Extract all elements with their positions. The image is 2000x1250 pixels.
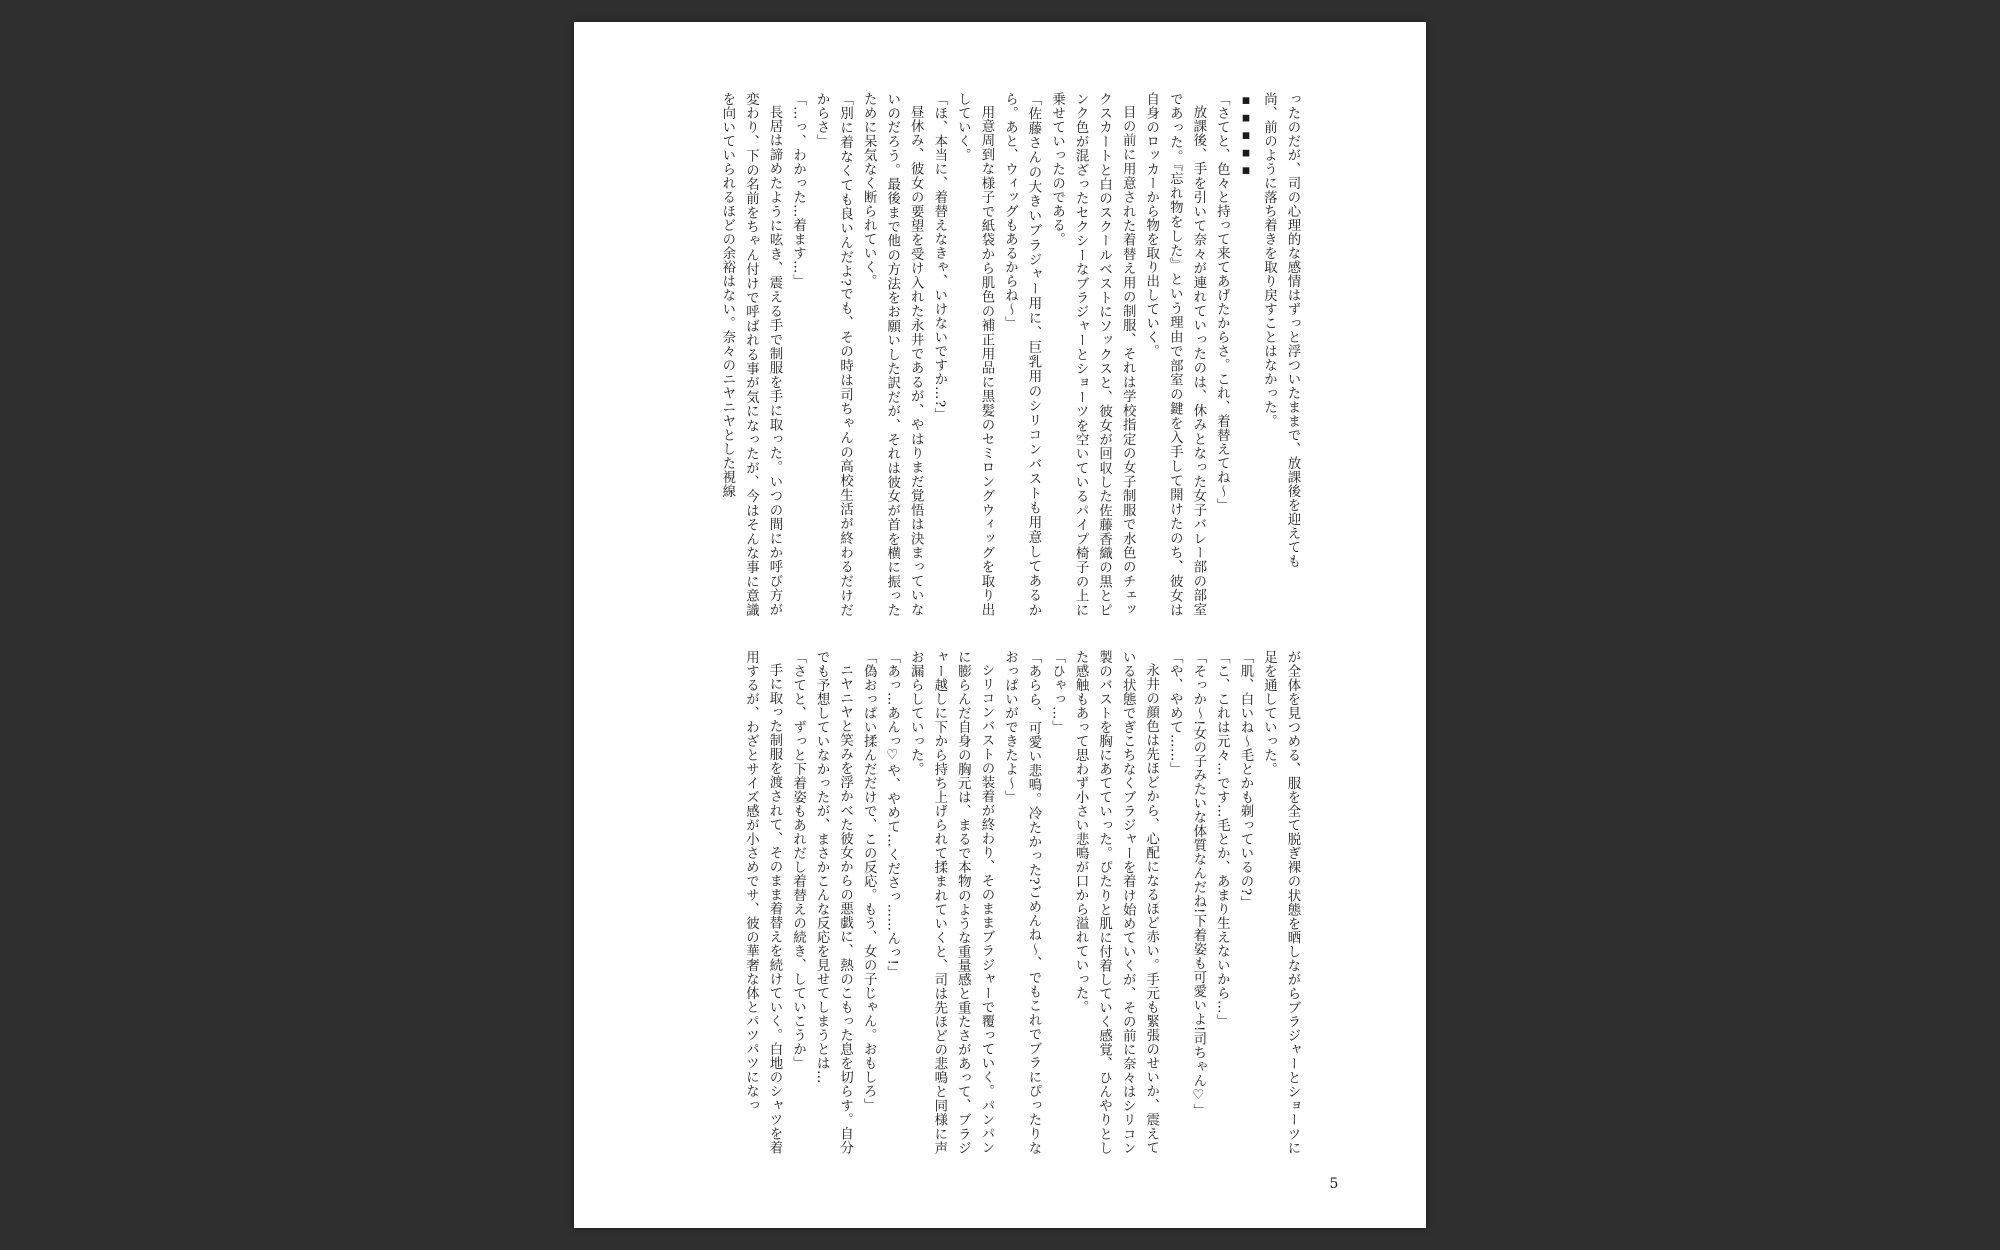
dialogue: 「こ、これは元々…です…毛とか、あまり生えないから…」: [1214, 650, 1230, 1028]
paragraph: 永井の顔色は先ほどから、心配になるほど赤い。手元も緊張のせいか、震えている状態でぎこちなくブラジャーを着け始めていくが、その前に奈々はシリコン製のバストを胸にあてていった。ぴたりと肌に付着していく感覚、ひんやりとした感触もあって思わず小さい悲鳴が口から溢れていった。: [1073, 650, 1159, 1155]
dialogue: 「あらら、可愛い悲鳴。冷たかった?ごめんね〜、でもこれでブラにぴったりなおっぱいができたよ〜」: [1002, 650, 1041, 1155]
paragraph: ニヤニヤと笑みを浮かべた彼女からの悪戯に、熱のこもった息を切らす。自分でも予想していなかったが、まさかこんな反応を見せてしまうとは…: [814, 650, 853, 1155]
dialogue: 「佐藤さんの大きいブラジャー用に、巨乳用のシリコンバストも用意してあるから。あと、ウィッグもあるからね〜」: [1002, 92, 1041, 617]
dialogue: 「ひゃっ…」: [1049, 650, 1065, 734]
dialogue: 「偽おっぱい揉んだだけで、この反応。もう、女の子じゃん。おもしろ」: [861, 650, 877, 1112]
paragraph: が全体を見つめる、服を全て脱ぎ裸の状態を晒しながらブラジャーとショーツに足を通していった。: [1261, 650, 1300, 1155]
dialogue: 「や、やめて……」: [1167, 650, 1183, 776]
dialogue: 「そっか〜!女の子みたいな体質なんだね!下着姿も可愛いよ!司ちゃん♡」: [1190, 650, 1206, 1118]
paragraph: シリコンバストの装着が終わり、そのままブラジャーで覆っていく。パンパンに膨らんだ自身の胸元は、まるで本物のような重量感と重たさがあって、ブラジャー越しに下から持ち上げられて揉まれていくと、司は先ほどの悲鳴と同様に声お漏らしていった。: [908, 650, 994, 1155]
paragraph: 尚、前のように落ち着きを取り戻すことはなかった。: [1261, 92, 1277, 428]
dialogue: 「別に着なくても良いんだよ?でも、その時は司ちゃんの高校生活が終わるだけだからさ」: [814, 92, 853, 617]
document-page: [574, 22, 1426, 1228]
lower-text-block: [726, 650, 1304, 1155]
dialogue: 「…っ、わかった…着ます…」: [790, 92, 806, 288]
page-number: 5: [1329, 1176, 1339, 1192]
dialogue: 「肌、白いね〜毛とかも剃っているの?」: [1237, 650, 1253, 910]
paragraph: 手に取った制服を渡されて、そのまま着替えを続けていく。白地のシャツを着用するが、わざとサイズ感が小さめでサ、彼の華奢な体とパツパツになっ: [743, 650, 782, 1155]
paragraph: 放課後、手を引いて奈々が連れていったのは、休みとなった女子バレー部の部室であった。『忘れ物をした』という理由で部室の鍵を入手して開けたのち、彼女は自身のロッカーから物を取り出していく。: [1143, 92, 1206, 617]
paragraph: 用意周到な様子で紙袋から肌色の補正用品に黒髪のセミロングウィッグを取り出していく。: [955, 92, 994, 617]
dialogue: 「さてと、色々と持って来てあげたからさ。これ、着替えてね〜」: [1214, 92, 1230, 512]
dialogue: 「さてと、ずっと下着姿もあれだし着替えの続き、していこうか」: [790, 650, 806, 1070]
paragraph: 目の前に用意された着替え用の制服、それは学校指定の女子制服で水色のチェックスカートと白のスクールベストにソックスと、彼女が回収した佐藤香織の黒とピンク色が混ざったセクシーなブラジャーとショーツを空いているパイプ椅子の上に乗せていったのである。: [1049, 92, 1136, 617]
paragraph: 長居は諦めたように呟き、震える手で制服を手に取った。いつの間にか呼び方が変わり、下の名前をちゃん付けで呼ばれる事が気になったが、今はそんな事に意識を向いていられるほどの余裕はない。奈々のニヤニヤとした視線: [719, 92, 782, 617]
paragraph: ったのだが、司の心理的な感情はずっと浮ついたままで、放課後を迎えても: [1285, 92, 1300, 568]
paragraph: 昼休み、彼女の要望を受け入れた永井であるが、やはりまだ覚悟は決まっていないのだろう。最後まで他の方法をお願いした訳だが、それは彼女が首を横に振ったために呆気なく断られていく。: [861, 92, 924, 617]
upper-text-block: [704, 92, 1304, 617]
section-break-mark: ▪▪▪▪▪: [1237, 92, 1254, 180]
dialogue: 「あっ…あんっ♡や、やめて…くださっ……んっ!」: [884, 650, 900, 980]
dialogue: 「ほ、本当に、着替えなきゃ、いけないですか…?」: [931, 92, 947, 422]
